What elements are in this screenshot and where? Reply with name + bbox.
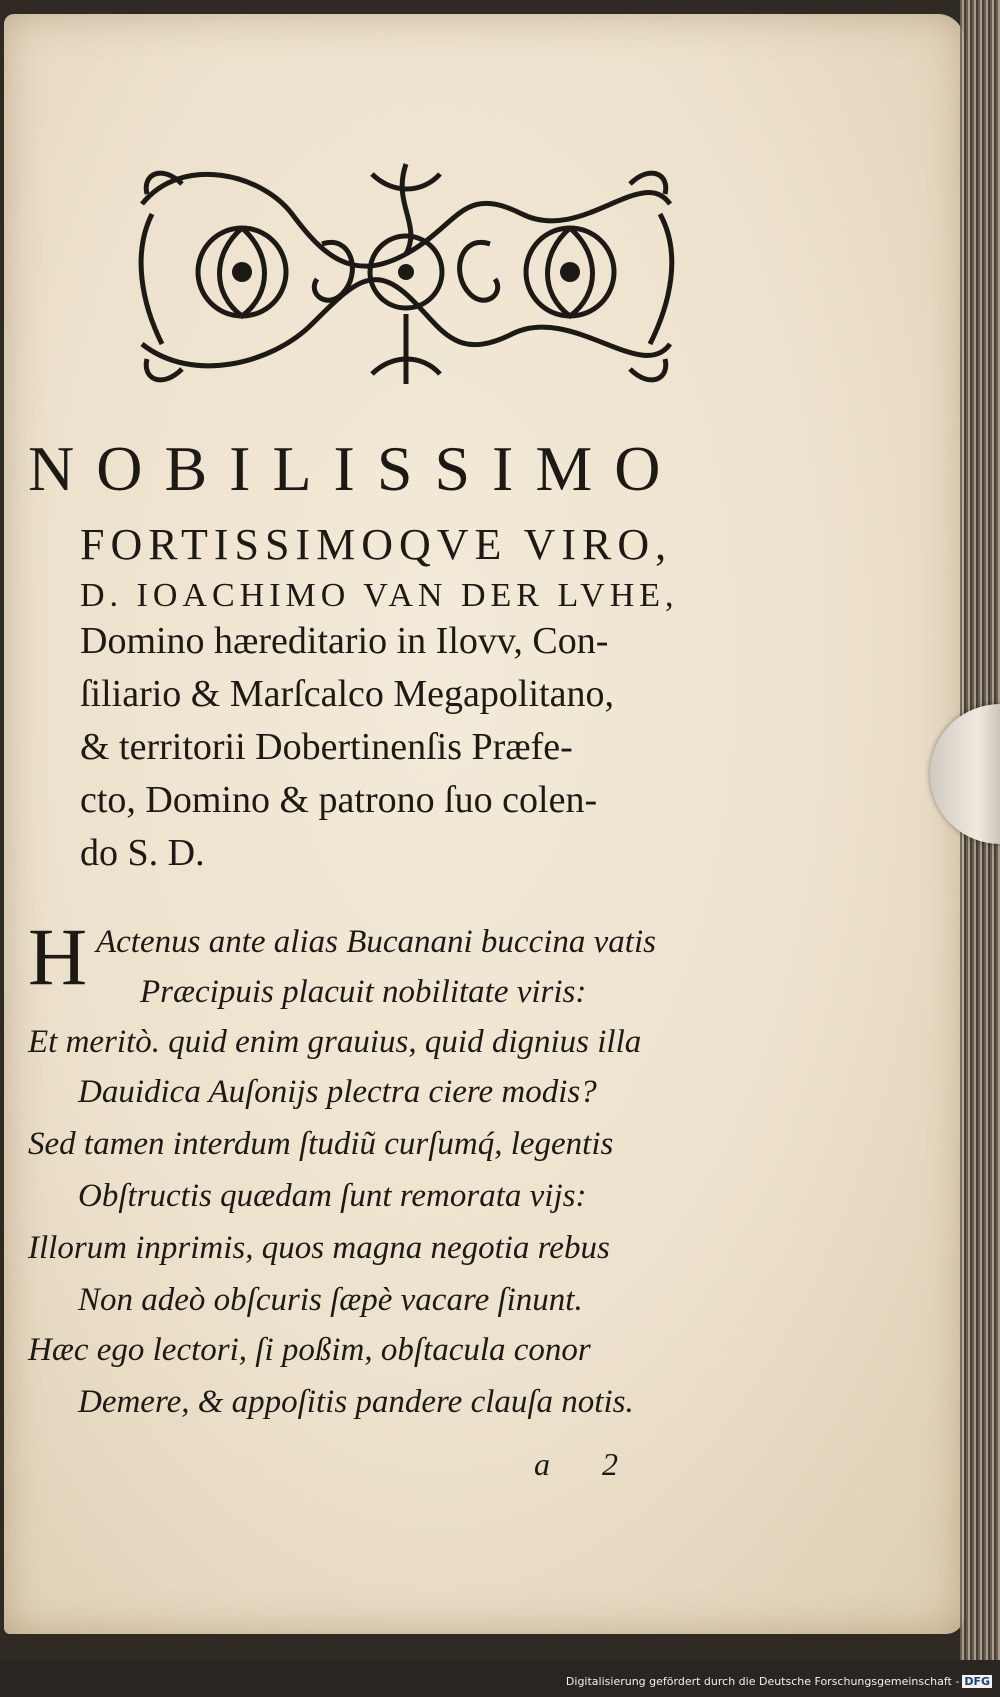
dedication-line: cto, Domino & patrono ſuo colen- — [80, 779, 598, 821]
drop-cap: H — [28, 911, 88, 1002]
verse-line: Non adeò obſcuris ſæpè vacare ſinunt. — [78, 1282, 583, 1318]
dedication-line: Domino hæreditario in Ilovv, Con- — [80, 620, 609, 662]
footer-credit — [566, 1675, 992, 1688]
verse-line: Præcipuis placuit nobilitate viris: — [140, 974, 587, 1010]
heading-line-1: NOBILISSIMO — [28, 433, 683, 504]
dfg-badge: DFG — [964, 1675, 990, 1688]
dedication-line: & territorii Dobertinenſis Præfe- — [80, 726, 573, 768]
verse-line: Sed tamen interdum ſtudiũ curſumq́, legentis — [28, 1126, 614, 1162]
credit-text: Digitalisierung gefördert durch die Deutsche Forschungsgemeinschaft - — [565, 1675, 960, 1688]
dedication-line: do S. D. — [80, 832, 205, 874]
verse-line: Actenus ante alias Bucanani buccina vatis — [96, 924, 656, 960]
verse-line: Illorum inprimis, quos magna negotia rebus — [28, 1230, 610, 1266]
verse-line: Dauidica Auſonijs plectra ciere modis? — [78, 1074, 597, 1110]
verse-line: Demere, & appoſitis pandere clauſa notis. — [78, 1384, 634, 1420]
verse-line: Obſtructis quædam ſunt remorata vijs: — [78, 1178, 587, 1214]
book-page — [4, 14, 964, 1634]
verse-line: Hæc ego lectori, ſi poßim, obſtacula conor — [28, 1332, 591, 1368]
dedication-line: ſiliario & Marſcalco Megapolitano, — [80, 673, 614, 715]
signature-mark: a 2 — [534, 1446, 640, 1482]
heading-line-2: FORTISSIMOQVE VIRO, — [80, 520, 673, 569]
ornament-headpiece-icon — [122, 144, 690, 398]
heading-line-3: D. IOACHIMO VAN DER LVHE, — [80, 577, 679, 614]
verse-line: Et meritò. quid enim grauius, quid dignius illa — [28, 1024, 642, 1060]
